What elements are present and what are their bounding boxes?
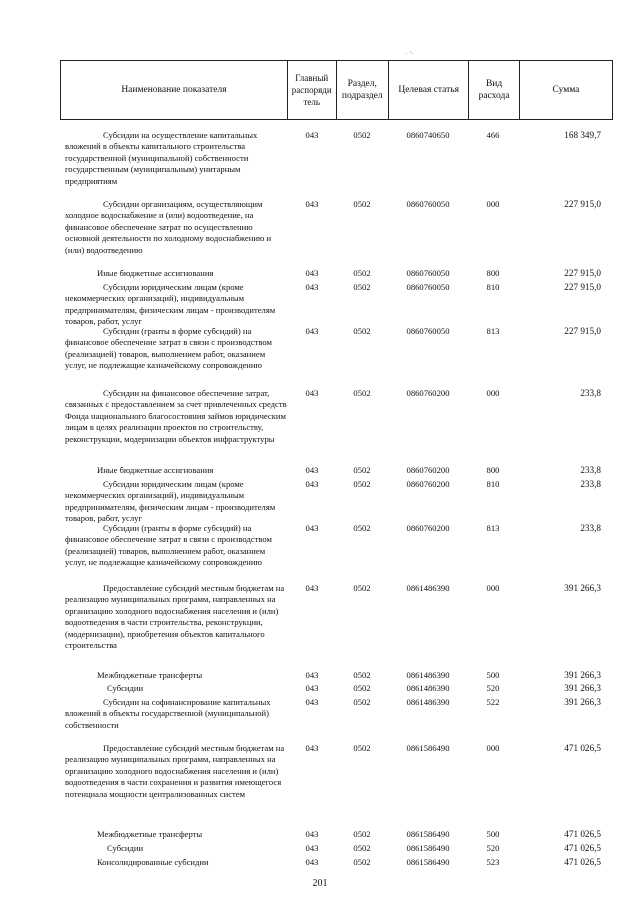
- row-admin: 043: [305, 697, 319, 707]
- row-sum: 391 266,3: [564, 583, 601, 593]
- row-target: 0861586490: [406, 843, 450, 853]
- row-sum: 391 266,3: [564, 697, 601, 707]
- row-admin: 043: [305, 683, 319, 693]
- row-admin: 043: [305, 583, 319, 593]
- row-name: Субсидии (гранты в форме субсидий) на финансовое обеспечение затрат в связи с производством (реализацией) товаров, выполнением работ, оказанием услуг, не подлежащие казначейскому сопровождению: [65, 326, 272, 371]
- row-name: Иные бюджетные ассигнования: [97, 268, 214, 278]
- row-kind: 810: [486, 479, 500, 489]
- row-target: 0861586490: [406, 829, 450, 839]
- row-kind: 000: [486, 388, 500, 398]
- row-section: 0502: [353, 583, 371, 593]
- row-section: 0502: [353, 829, 371, 839]
- header-kind: Вид расхода: [469, 61, 520, 119]
- row-sum: 227 915,0: [564, 199, 601, 209]
- scan-mark: · ’·: [405, 50, 414, 58]
- row-admin: 043: [305, 670, 319, 680]
- row-kind: 000: [486, 583, 500, 593]
- row-name: Субсидии юридическим лицам (кроме некоммерческих организаций), индивидуальным предпринимателям, физическим лицам - производителям товаров, работ, услуг: [65, 479, 276, 524]
- row-admin: 043: [305, 843, 319, 853]
- row-kind: 520: [486, 843, 500, 853]
- row-section: 0502: [353, 479, 371, 489]
- row-target: 0860760200: [406, 479, 450, 489]
- row-sum: 168 349,7: [564, 130, 601, 140]
- row-kind: 522: [486, 697, 500, 707]
- row-section: 0502: [353, 388, 371, 398]
- row-admin: 043: [305, 199, 319, 209]
- row-section: 0502: [353, 857, 371, 867]
- row-target: 0861486390: [406, 583, 450, 593]
- row-section: 0502: [353, 523, 371, 533]
- row-sum: 391 266,3: [564, 670, 601, 680]
- row-sum: 227 915,0: [564, 282, 601, 292]
- row-target: 0860760050: [406, 282, 450, 292]
- row-admin: 043: [305, 268, 319, 278]
- row-name: Субсидии юридическим лицам (кроме некоммерческих организаций), индивидуальным предпринимателям, физическим лицам - производителям товаров, работ, услуг: [65, 282, 276, 327]
- row-kind: 000: [486, 199, 500, 209]
- row-admin: 043: [305, 282, 319, 292]
- row-name: Иные бюджетные ассигнования: [97, 465, 214, 475]
- header-target: Целевая статья: [389, 61, 469, 119]
- row-section: 0502: [353, 843, 371, 853]
- row-admin: 043: [305, 465, 319, 475]
- header-section: Раздел, подраздел: [337, 61, 390, 119]
- row-name: Субсидии на софинансирование капитальных вложений в объекты государственной (муниципальной) собственности: [65, 697, 271, 730]
- row-section: 0502: [353, 465, 371, 475]
- row-kind: 000: [486, 743, 500, 753]
- row-kind: 800: [486, 268, 500, 278]
- table-header: [60, 60, 613, 120]
- row-admin: 043: [305, 388, 319, 398]
- row-section: 0502: [353, 697, 371, 707]
- row-admin: 043: [305, 829, 319, 839]
- row-target: 0860760200: [406, 465, 450, 475]
- row-sum: 471 026,5: [564, 829, 601, 839]
- row-target: 0860760050: [406, 199, 450, 209]
- row-section: 0502: [353, 199, 371, 209]
- row-sum: 227 915,0: [564, 326, 601, 336]
- row-section: 0502: [353, 743, 371, 753]
- row-admin: 043: [305, 523, 319, 533]
- row-kind: 500: [486, 670, 500, 680]
- row-section: 0502: [353, 268, 371, 278]
- row-sum: 471 026,5: [564, 843, 601, 853]
- row-sum: 233,8: [580, 479, 601, 489]
- row-admin: 043: [305, 326, 319, 336]
- row-target: 0861486390: [406, 683, 450, 693]
- row-sum: 471 026,5: [564, 743, 601, 753]
- row-name: Консолидированные субсидии: [97, 857, 209, 867]
- row-name: Субсидии: [107, 843, 144, 853]
- row-kind: 466: [486, 130, 500, 140]
- row-target: 0860760050: [406, 326, 450, 336]
- row-name: Межбюджетные трансферты: [97, 670, 203, 680]
- row-name: Субсидии на осуществление капитальных вложений в объекты капитального строительства государственной (муниципальной) собственности государственным (муниципальным) унитарным предприятиям: [65, 130, 258, 186]
- row-name: Предоставление субсидий местным бюджетам на реализацию муниципальных программ, направленных на организацию холодного водоснабжения населения и (или) водоотведения в части сохранения и развития имеющегося потенциала мощности централизованных систем: [65, 743, 285, 799]
- row-target: 0861486390: [406, 697, 450, 707]
- header-admin: Главный распоряди тель: [288, 61, 337, 119]
- row-section: 0502: [353, 282, 371, 292]
- row-kind: 520: [486, 683, 500, 693]
- row-target: 0860760200: [406, 523, 450, 533]
- row-target: 0860760200: [406, 388, 450, 398]
- row-target: 0861486390: [406, 670, 450, 680]
- row-name: Предоставление субсидий местным бюджетам на реализацию муниципальных программ, направленных на организацию холодного водоснабжения населения и (или) водоотведения в части строительства, реконструкции, (модернизации), приобретения объектов капитального строительства: [65, 583, 285, 651]
- row-sum: 391 266,3: [564, 683, 601, 693]
- row-target: 0860740650: [406, 130, 450, 140]
- row-name: Субсидии на финансовое обеспечение затрат, связанных с предоставлением за счет привлеченных средств Фонда национального благосостояния займов юридическим лицам в целях реализации проектов по строительству, реконструкции, модернизации объектов инфраструктуры: [65, 388, 287, 444]
- row-section: 0502: [353, 683, 371, 693]
- row-section: 0502: [353, 670, 371, 680]
- row-name: Субсидии (гранты в форме субсидий) на финансовое обеспечение затрат в связи с производством (реализацией) товаров, выполнением работ, оказанием услуг, не подлежащие казначейскому сопровождению: [65, 523, 272, 568]
- row-admin: 043: [305, 857, 319, 867]
- row-sum: 233,8: [580, 523, 601, 533]
- row-admin: 043: [305, 479, 319, 489]
- row-target: 0861586490: [406, 857, 450, 867]
- row-section: 0502: [353, 326, 371, 336]
- row-name: Субсидии организациям, осуществляющим холодное водоснабжение и (или) водоотведение, на финансовое обеспечение затрат по осуществлению основной деятельности по холодному водоснабжению и (или) водоотведению: [65, 199, 272, 255]
- row-sum: 233,8: [580, 465, 601, 475]
- row-target: 0861586490: [406, 743, 450, 753]
- row-target: 0860760050: [406, 268, 450, 278]
- row-kind: 500: [486, 829, 500, 839]
- row-name: Межбюджетные трансферты: [97, 829, 203, 839]
- row-kind: 523: [486, 857, 500, 867]
- row-sum: 233,8: [580, 388, 601, 398]
- header-sum: Сумма: [552, 85, 580, 95]
- header-name: Наименование показателя: [61, 61, 288, 119]
- row-kind: 813: [486, 326, 500, 336]
- row-admin: 043: [305, 743, 319, 753]
- row-sum: 227 915,0: [564, 268, 601, 278]
- page-number: 201: [312, 878, 328, 889]
- row-sum: 471 026,5: [564, 857, 601, 867]
- row-kind: 813: [486, 523, 500, 533]
- row-section: 0502: [353, 130, 371, 140]
- row-name: Субсидии: [107, 683, 144, 693]
- row-admin: 043: [305, 130, 319, 140]
- row-kind: 800: [486, 465, 500, 475]
- row-kind: 810: [486, 282, 500, 292]
